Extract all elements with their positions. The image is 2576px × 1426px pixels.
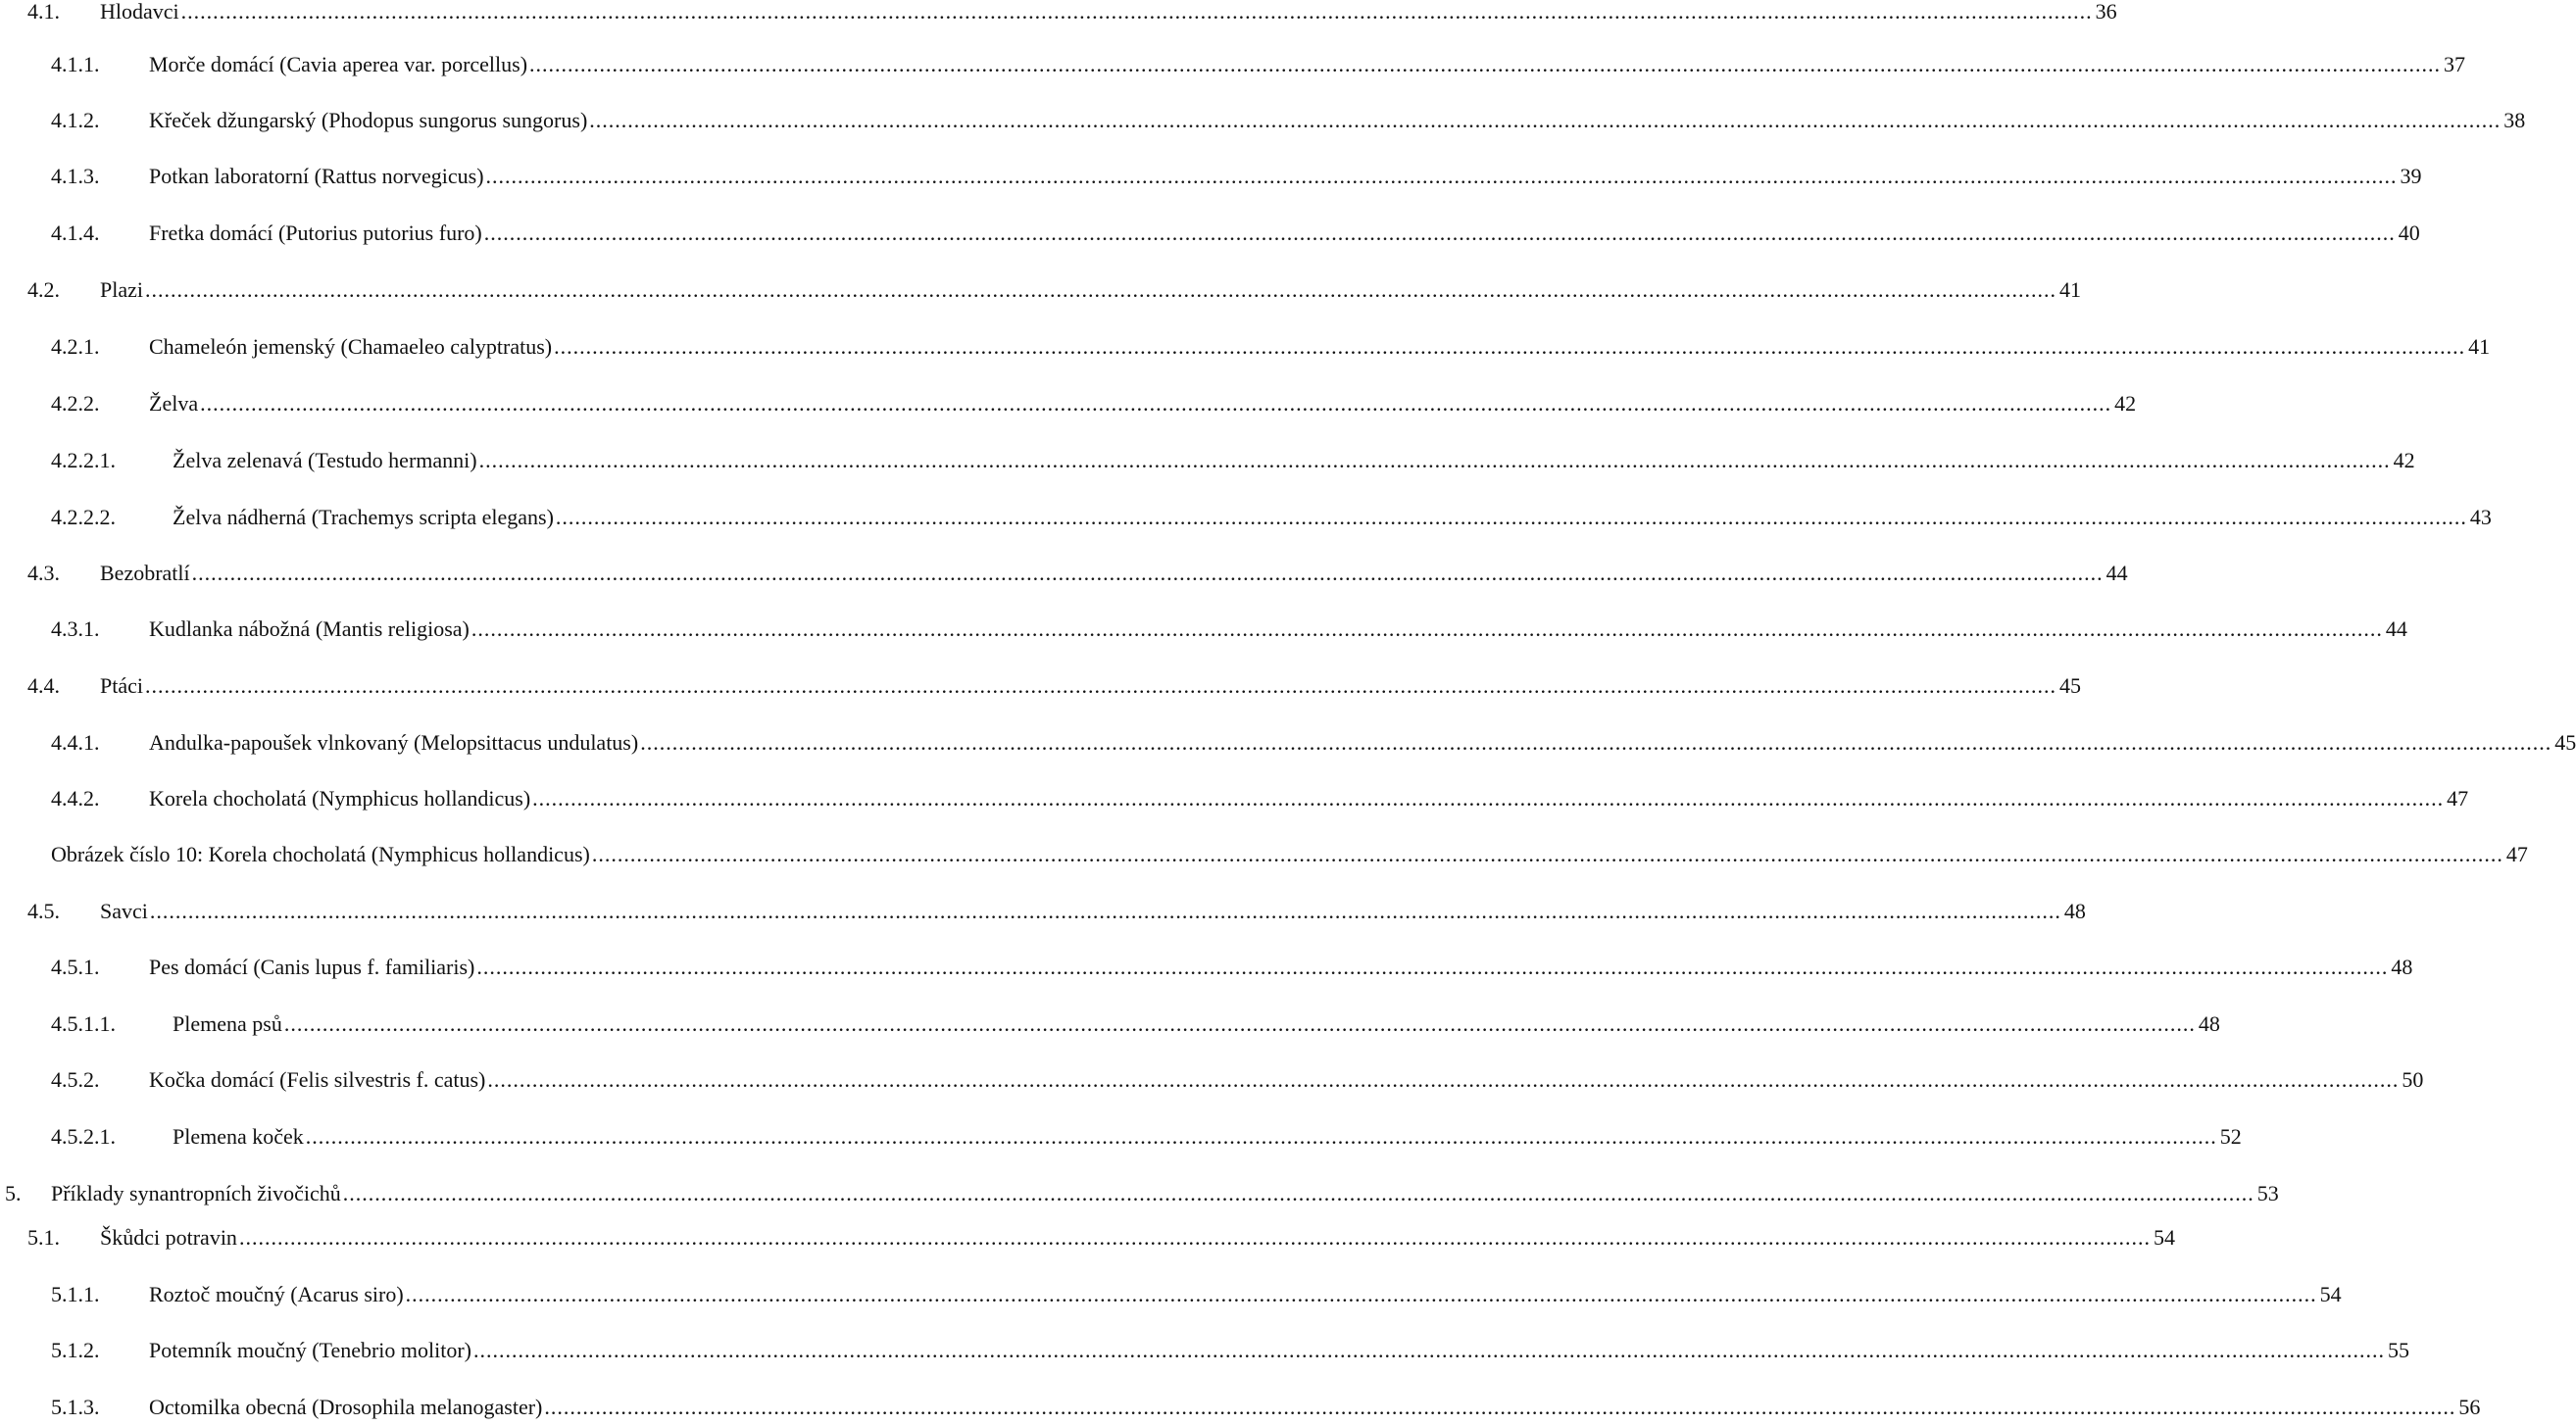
- toc-entry[interactable]: [0, 1178, 2279, 1209]
- toc-entry-page-number: 53: [2256, 1181, 2279, 1205]
- toc-entry-title: Kudlanka nábožná (Mantis religiosa): [149, 616, 470, 641]
- toc-entry-number: 4.2.2.2.: [51, 505, 116, 529]
- toc-entry-title: Chameleón jemenský (Chamaeleo calyptratus): [149, 334, 553, 359]
- toc-entry-page-number: 55: [2388, 1338, 2410, 1362]
- toc-entry[interactable]: [0, 727, 2576, 759]
- toc-entry-title: Octomilka obecná (Drosophila melanogaster): [149, 1395, 543, 1419]
- toc-entry-number: 4.1.3.: [51, 164, 100, 188]
- dot-leader: ............................................................................................................................................................................................................................................................................................................: [283, 1011, 2196, 1036]
- toc-entry-title: Želva zelenavá (Testudo hermanni): [173, 448, 477, 472]
- toc-entry[interactable]: [0, 670, 2081, 702]
- toc-entry[interactable]: [0, 49, 2466, 80]
- toc-entry-page-number: 45: [2554, 730, 2576, 755]
- toc-entry-page-number: 41: [2059, 277, 2081, 302]
- toc-entry-page-number: 43: [2469, 505, 2492, 529]
- toc-entry-number: 4.5.2.1.: [51, 1124, 116, 1149]
- toc-entry-number: 4.5.1.: [51, 955, 100, 979]
- toc-entry-title: Křeček džungarský (Phodopus sungorus sungorus): [149, 108, 588, 132]
- toc-entry-number: 5.: [5, 1181, 22, 1205]
- toc-entry[interactable]: [0, 274, 2081, 306]
- toc-entry-page-number: 48: [2391, 955, 2413, 979]
- toc-entry-title: Ptáci: [100, 673, 143, 698]
- toc-entry[interactable]: [0, 952, 2413, 983]
- toc-entry[interactable]: [0, 1279, 2342, 1310]
- dot-leader: ............................................................................................................................................................................................................................................................................................................: [487, 1067, 2400, 1092]
- toc-entry-title: Korela chocholatá (Nymphicus hollandicus): [149, 786, 531, 811]
- dot-leader: ............................................................................................................................................................................................................................................................................................................: [554, 334, 2466, 359]
- toc-entry[interactable]: [0, 105, 2526, 136]
- toc-entry-page-number: 44: [2105, 561, 2128, 585]
- dot-leader: ............................................................................................................................................................................................................................................................................................................: [532, 786, 2445, 811]
- toc-entry[interactable]: [0, 218, 2420, 249]
- dot-leader: ............................................................................................................................................................................................................................................................................................................: [180, 0, 2093, 24]
- toc-entry-title: Roztoč moučný (Acarus siro): [149, 1282, 404, 1306]
- toc-entry-number: 4.4.: [27, 673, 60, 698]
- toc-entry-page-number: 50: [2402, 1067, 2424, 1092]
- dot-leader: ............................................................................................................................................................................................................................................................................................................: [471, 616, 2383, 641]
- dot-leader: ............................................................................................................................................................................................................................................................................................................: [238, 1225, 2151, 1250]
- toc-entry[interactable]: [0, 1121, 2242, 1153]
- toc-entry-page-number: 39: [2400, 164, 2422, 188]
- dot-leader: ............................................................................................................................................................................................................................................................................................................: [473, 1338, 2386, 1362]
- toc-entry-title: Želva: [149, 391, 199, 416]
- dot-leader: ............................................................................................................................................................................................................................................................................................................: [191, 561, 2104, 585]
- toc-entry-number: 4.5.2.: [51, 1067, 100, 1092]
- toc-entry-number: 4.5.: [27, 899, 60, 923]
- toc-entry-title: Plemena koček: [173, 1124, 304, 1149]
- toc-entry-page-number: 56: [2458, 1395, 2481, 1419]
- toc-entry[interactable]: [0, 388, 2137, 419]
- toc-entry-number: 4.1.1.: [51, 52, 100, 76]
- toc-entry-number: 4.1.4.: [51, 221, 100, 245]
- dot-leader: ............................................................................................................................................................................................................................................................................................................: [149, 899, 2061, 923]
- toc-entry[interactable]: [0, 839, 2528, 870]
- toc-entry-title: Pes domácí (Canis lupus f. familiaris): [149, 955, 475, 979]
- toc-entry-number: 4.3.: [27, 561, 60, 585]
- toc-entry[interactable]: [0, 558, 2128, 589]
- toc-entry[interactable]: [0, 502, 2492, 533]
- toc-entry-number: 4.4.2.: [51, 786, 100, 811]
- toc-entry-title: Andulka-papoušek vlnkovaný (Melopsittacus undulatus): [149, 730, 639, 755]
- toc-entry-number: 5.1.2.: [51, 1338, 100, 1362]
- dot-leader: ............................................................................................................................................................................................................................................................................................................: [529, 52, 2442, 76]
- toc-entry-title: Potemník moučný (Tenebrio molitor): [149, 1338, 472, 1362]
- toc-entry[interactable]: [0, 1008, 2220, 1040]
- toc-entry-number: 4.5.1.1.: [51, 1011, 116, 1036]
- dot-leader: ............................................................................................................................................................................................................................................................................................................: [589, 108, 2502, 132]
- toc-entry[interactable]: [0, 614, 2407, 645]
- toc-entry-page-number: 42: [2114, 391, 2137, 416]
- toc-entry-title: Morče domácí (Cavia aperea var. porcellus): [149, 52, 528, 76]
- toc-entry-number: 5.1.1.: [51, 1282, 100, 1306]
- dot-leader: ............................................................................................................................................................................................................................................................................................................: [485, 164, 2398, 188]
- toc-entry-page-number: 48: [2063, 899, 2086, 923]
- toc-entry-page-number: 41: [2468, 334, 2491, 359]
- toc-entry-page-number: 42: [2393, 448, 2415, 472]
- dot-leader: ............................................................................................................................................................................................................................................................................................................: [591, 842, 2503, 866]
- toc-entry-title: Fretka domácí (Putorius putorius furo): [149, 221, 482, 245]
- toc-entry[interactable]: [0, 783, 2469, 814]
- toc-entry-number: 4.2.2.: [51, 391, 100, 416]
- toc-entry-number: 5.1.: [27, 1225, 60, 1250]
- toc-entry-page-number: 47: [2447, 786, 2469, 811]
- toc-entry-number: 4.2.2.1.: [51, 448, 116, 472]
- dot-leader: ............................................................................................................................................................................................................................................................................................................: [405, 1282, 2317, 1306]
- dot-leader: ............................................................................................................................................................................................................................................................................................................: [145, 673, 2056, 698]
- toc-entry-title: Želva nádherná (Trachemys scripta elegans): [173, 505, 554, 529]
- toc-entry-page-number: 44: [2385, 616, 2407, 641]
- toc-entry[interactable]: [0, 1392, 2481, 1423]
- dot-leader: ............................................................................................................................................................................................................................................................................................................: [478, 448, 2391, 472]
- toc-entry-title: Plazi: [100, 277, 143, 302]
- dot-leader: ............................................................................................................................................................................................................................................................................................................: [476, 955, 2389, 979]
- toc-entry-page-number: 47: [2505, 842, 2528, 866]
- toc-entry-page-number: 45: [2059, 673, 2081, 698]
- toc-entry-page-number: 54: [2153, 1225, 2175, 1250]
- dot-leader: ............................................................................................................................................................................................................................................................................................................: [555, 505, 2467, 529]
- toc-entry-number: 4.2.: [27, 277, 60, 302]
- toc-entry-number: 4.3.1.: [51, 616, 100, 641]
- dot-leader: ............................................................................................................................................................................................................................................................................................................: [483, 221, 2396, 245]
- dot-leader: ............................................................................................................................................................................................................................................................................................................: [640, 730, 2552, 755]
- toc-entry-title: Potkan laboratorní (Rattus norvegicus): [149, 164, 484, 188]
- toc-entry-number: 4.4.1.: [51, 730, 100, 755]
- dot-leader: ............................................................................................................................................................................................................................................................................................................: [342, 1181, 2254, 1205]
- toc-entry-title: Příklady synantropních živočichů: [51, 1181, 341, 1205]
- toc-entry-title: Kočka domácí (Felis silvestris f. catus): [149, 1067, 486, 1092]
- toc-entry-title: Obrázek číslo 10: Korela chocholatá (Nymphicus hollandicus): [51, 842, 590, 866]
- toc-entry-title: Škůdci potravin: [100, 1225, 237, 1250]
- toc-entry-title: Plemena psů: [173, 1011, 282, 1036]
- dot-leader: ............................................................................................................................................................................................................................................................................................................: [145, 277, 2056, 302]
- toc-entry-number: 4.1.: [27, 0, 60, 24]
- toc-entry-page-number: 54: [2319, 1282, 2342, 1306]
- toc-entry[interactable]: [0, 445, 2415, 476]
- toc-entry[interactable]: [0, 1335, 2410, 1366]
- toc-entry[interactable]: [0, 896, 2086, 927]
- toc-entry[interactable]: [0, 1222, 2175, 1254]
- dot-leader: ............................................................................................................................................................................................................................................................................................................: [305, 1124, 2217, 1149]
- toc-entry-number: 4.2.1.: [51, 334, 100, 359]
- toc-entry-number: 4.1.2.: [51, 108, 100, 132]
- toc-entry-title: Bezobratlí: [100, 561, 190, 585]
- toc-entry-title: Hlodavci: [100, 0, 179, 24]
- dot-leader: ............................................................................................................................................................................................................................................................................................................: [544, 1395, 2456, 1419]
- toc-entry-page-number: 52: [2219, 1124, 2242, 1149]
- dot-leader: ............................................................................................................................................................................................................................................................................................................: [200, 391, 2112, 416]
- toc-entry-page-number: 37: [2444, 52, 2466, 76]
- toc-entry-page-number: 36: [2095, 0, 2117, 24]
- toc-entry-page-number: 40: [2398, 221, 2420, 245]
- toc-entry-number: 5.1.3.: [51, 1395, 100, 1419]
- toc-entry-page-number: 38: [2503, 108, 2526, 132]
- toc-entry-page-number: 48: [2198, 1011, 2220, 1036]
- toc-entry[interactable]: [0, 331, 2491, 363]
- toc-entry[interactable]: [0, 0, 2117, 27]
- toc-entry[interactable]: [0, 1064, 2424, 1096]
- toc-entry[interactable]: [0, 161, 2422, 192]
- toc-entry-title: Savci: [100, 899, 148, 923]
